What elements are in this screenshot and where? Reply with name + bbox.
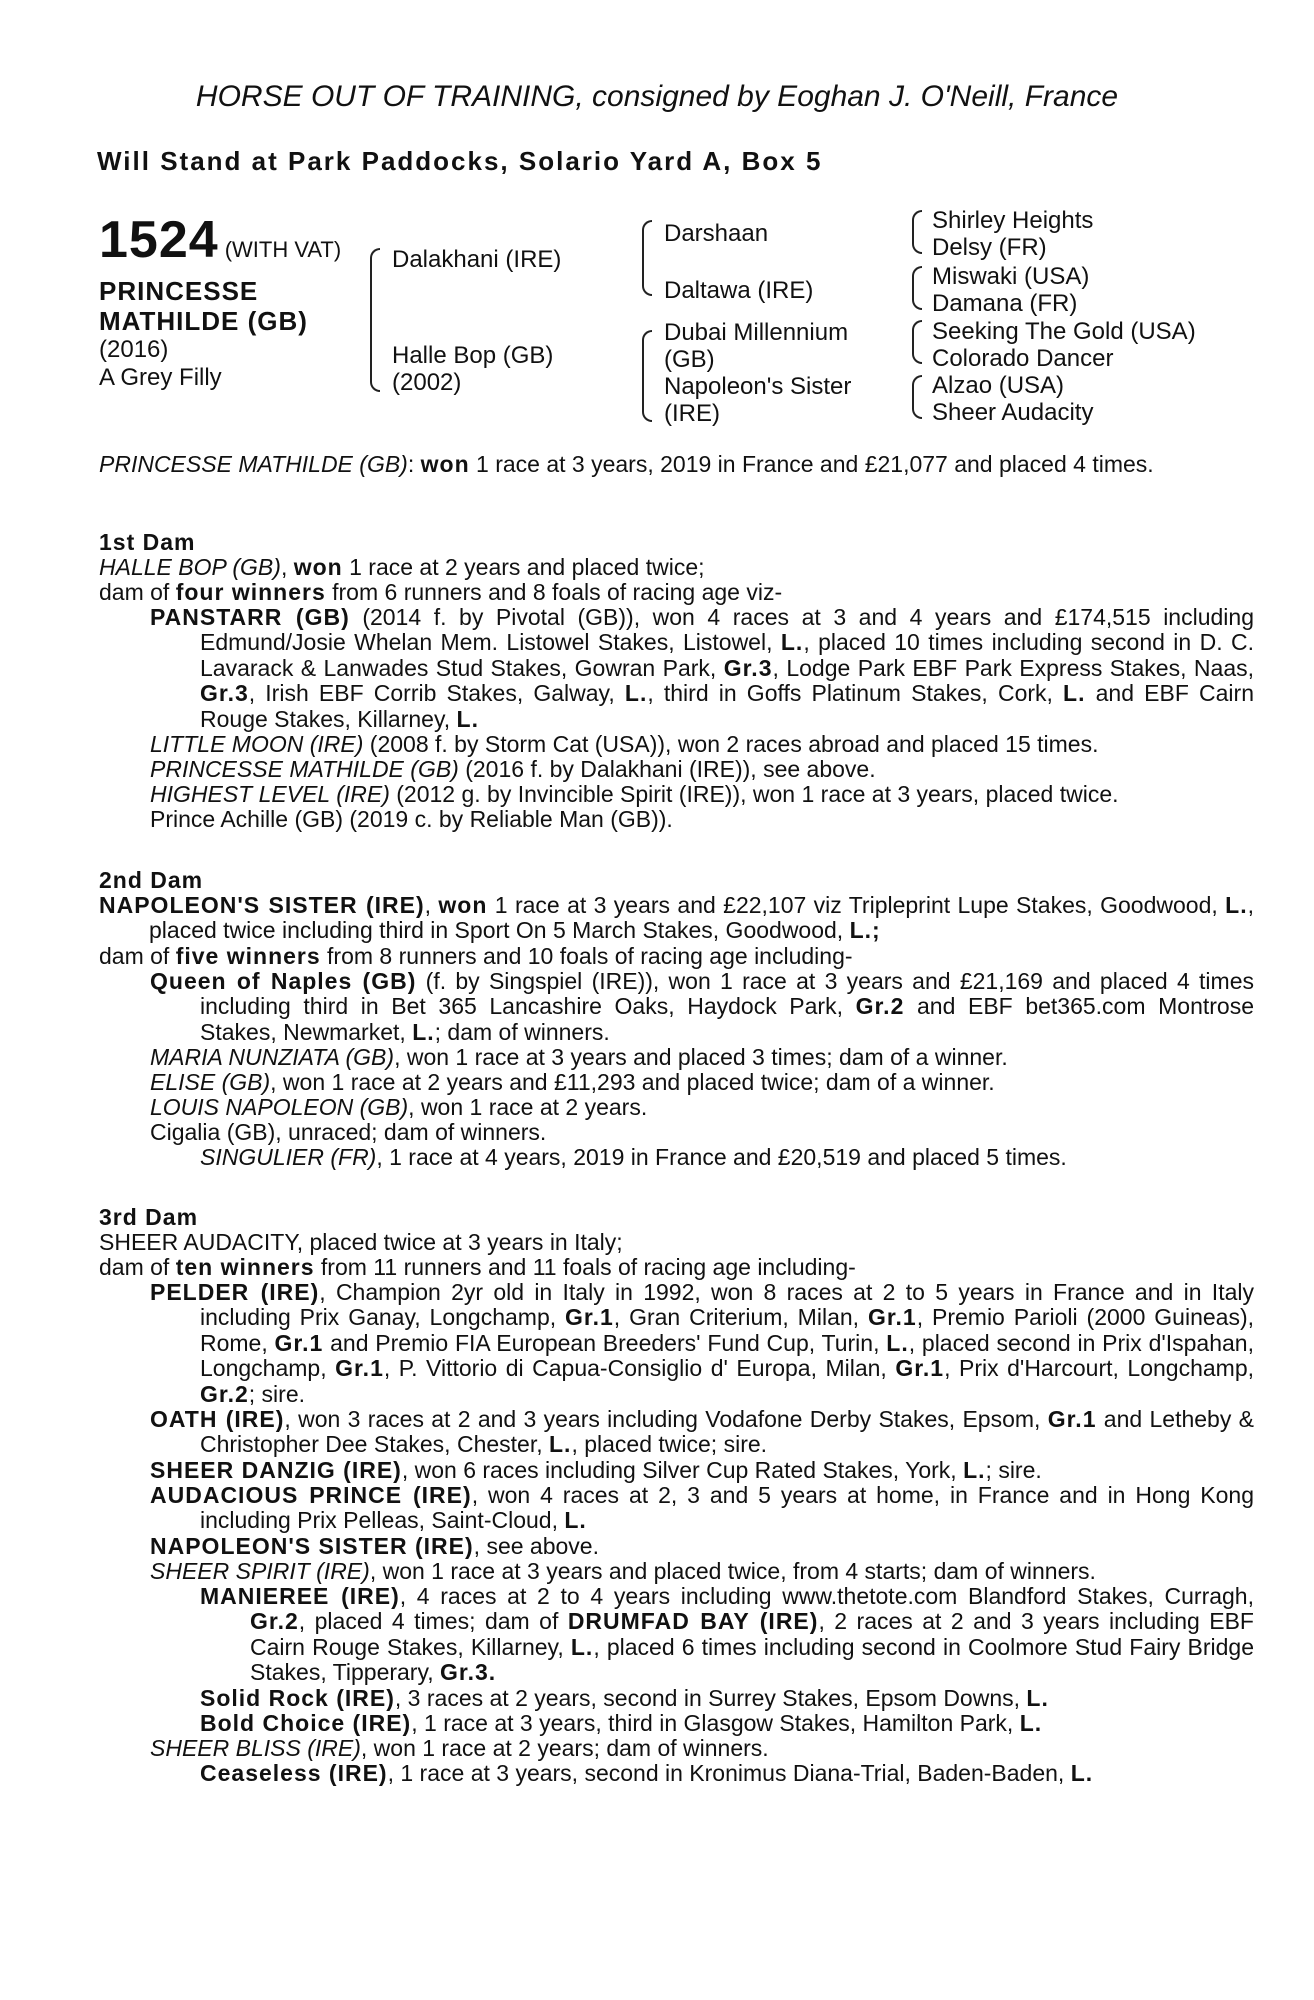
dam [392, 342, 553, 396]
grade-listed: L. [570, 1633, 594, 1660]
gg-brace-6 [912, 346, 922, 364]
dam-dam-line2: (IRE) [664, 400, 720, 427]
produce-princesse-mathilde [150, 757, 1204, 782]
produce-text: , 1 race at 4 years, 2019 in France and £20,519 and placed 5 times. [376, 1144, 1067, 1170]
produce-queen-of-naples [150, 969, 1254, 1045]
first-dam-line: HALLE BOP (GB), won 1 race at 2 years and placed twice; [99, 554, 705, 580]
dam-year: (2002) [392, 369, 462, 396]
grade-listed: L.; [849, 917, 881, 944]
produce-name: Bold Choice (IRE) [200, 1710, 412, 1736]
winners-count: four winners [175, 579, 326, 605]
sire-dam-brace [642, 272, 652, 296]
gg-brace-1 [912, 210, 922, 238]
grade-listed: L. [886, 1329, 909, 1356]
dam-sire-line1: Dubai Millennium [664, 319, 849, 346]
produce-text: , 2 races at 2 and 3 years including EBF Cairn Rouge Stakes, Killarney, [250, 1608, 1254, 1660]
produce-text: , Irish EBF Corrib Stakes, Galway, [248, 680, 625, 707]
produce-rest: from 6 runners and 8 foals of racing age viz- [325, 579, 783, 605]
sire-dam: Daltawa (IRE) [664, 277, 814, 304]
grade-gr1: Gr.1 [274, 1329, 324, 1356]
dam-brace [370, 340, 380, 392]
gg-brace-4 [912, 292, 922, 310]
dam-dam-brace [642, 384, 652, 422]
horse-name-line1: PRINCESSE [99, 276, 259, 306]
produce-sheer-spirit [150, 1559, 1204, 1584]
second-dam-won: won [438, 892, 488, 918]
produce-text: , won 1 race at 3 years and placed twice, from 4 starts; dam of winners. [369, 1558, 1096, 1584]
produce-audacious-prince [150, 1483, 1254, 1534]
produce-text: , won 1 race at 2 years; dam of winners. [360, 1735, 769, 1761]
ggs-6: Colorado Dancer [932, 345, 1114, 372]
sire-brace [370, 248, 380, 342]
grade-listed: L. [549, 1431, 572, 1458]
grade-listed: L. [1225, 892, 1248, 918]
grade-gr1: Gr.1 [1047, 1406, 1097, 1432]
summary-name: PRINCESSE MATHILDE (GB) [99, 451, 408, 477]
produce-bold-choice [200, 1711, 1204, 1736]
summary-won: won [420, 451, 470, 477]
second-dam-line: NAPOLEON'S SISTER (IRE), won 1 race at 3 years and £22,107 viz Tripleprint Lupe Stakes, Goodwood, L., placed twice including third in Sport On 5 March Stakes, Goodwood, L.; [99, 892, 1254, 944]
produce-text: (2012 g. by Invincible Spirit (IRE)), won 1 race at 3 years, placed twice. [389, 781, 1119, 807]
produce-elise [150, 1070, 1204, 1095]
produce-sheer-danzig [150, 1458, 1204, 1483]
summary-rest: 1 race at 3 years, 2019 in France and £21,077 and placed 4 times. [469, 451, 1154, 477]
produce-name: Queen of Naples (GB) [150, 968, 417, 994]
produce-text: (2008 f. by Storm Cat (USA)), won 2 races abroad and placed 15 times. [363, 731, 1099, 757]
produce-name: Ceaseless (IRE) [200, 1760, 388, 1786]
produce-text: , Lodge Park EBF Park Express Stakes, Naas, [772, 654, 1254, 681]
produce-text: (2014 f. by Pivotal (GB)), won 4 races at 3 and 4 years and £174,515 including Edmund/Josie Whelan Mem. Listowel Stakes, Listowel, [200, 604, 1254, 656]
first-dam-name: HALLE BOP (GB) [99, 554, 281, 580]
produce-name: SHEER BLISS (IRE) [150, 1735, 361, 1761]
produce-text: and EBF Cairn Rouge Stakes, Killarney, [200, 680, 1254, 732]
produce-cigalia: Cigalia (GB), unraced; dam of winners. [150, 1119, 547, 1145]
produce-text: ; dam of winners. [434, 1018, 610, 1045]
winners-count: five winners [175, 943, 321, 969]
lot-block [99, 211, 359, 392]
produce-prince-achille: Prince Achille (GB) (2019 c. by Reliable Man (GB)). [150, 806, 673, 832]
produce-name: AUDACIOUS PRINCE (IRE) [150, 1482, 472, 1508]
produce-name: ELISE (GB) [150, 1069, 271, 1095]
produce-maria-nunziata [150, 1045, 1204, 1070]
produce-name: MANIEREE (IRE) [200, 1583, 400, 1609]
produce-name: SHEER SPIRIT (IRE) [150, 1558, 370, 1584]
ggs-8: Sheer Audacity [932, 399, 1094, 426]
produce-text: , won 1 race at 2 years. [408, 1094, 648, 1120]
produce-text: , won 3 races at 2 and 3 years including Vodafone Derby Stakes, Epsom, [284, 1406, 1048, 1432]
produce-ceaseless [200, 1761, 1204, 1786]
grade-listed: L. [412, 1018, 435, 1045]
produce-name: NAPOLEON'S SISTER (IRE) [150, 1533, 474, 1559]
dam-sire-line2: (GB) [664, 346, 715, 373]
grade-listed: L. [1063, 680, 1086, 707]
lot-number: 1524 [99, 211, 219, 269]
produce-text: , won 1 race at 2 years and £11,293 and placed twice; dam of a winner. [270, 1069, 995, 1095]
produce-solid-rock [200, 1686, 1204, 1711]
grade-gr2: Gr.2 [250, 1608, 299, 1635]
sire-sire: Darshaan [664, 220, 769, 247]
produce-little-moon [150, 732, 1204, 757]
dam-name: Halle Bop (GB) [392, 342, 554, 369]
produce-prefix: dam of [99, 579, 176, 605]
produce-name: LOUIS NAPOLEON (GB) [150, 1094, 409, 1120]
produce-text: and Letheby & Christopher Dee Stakes, Chester, [200, 1406, 1254, 1458]
grade-gr1: Gr.1 [565, 1304, 614, 1331]
produce-name: SINGULIER (FR) [200, 1144, 377, 1170]
vat-note: (WITH VAT) [224, 237, 342, 262]
ggs-4: Damana (FR) [932, 290, 1078, 317]
produce-louis-napoleon [150, 1095, 1204, 1120]
dam-sire-brace [642, 330, 652, 386]
produce-text: and EBF bet365.com Montrose Stakes, Newmarket, [200, 993, 1254, 1045]
grade-listed: L. [1019, 1710, 1043, 1736]
produce-text: (2016 f. by Dalakhani (IRE)), see above. [458, 756, 876, 782]
produce-text: , third in Goffs Platinum Stakes, Cork, [647, 680, 1064, 707]
dam-dam [664, 373, 851, 427]
produce-name: HIGHEST LEVEL (IRE) [150, 781, 390, 807]
gg-brace-3 [912, 266, 922, 294]
third-dam-heading: 3rd Dam [99, 1204, 199, 1230]
produce-rest: from 8 runners and 10 foals of racing age including- [320, 943, 853, 969]
produce-text: , placed 10 times including second in D. C. Lavarack & Lanwades Stud Stakes, Gowran Park, [200, 629, 1254, 681]
lot-line [99, 211, 359, 269]
produce-singulier [200, 1145, 1204, 1170]
produce-name: MARIA NUNZIATA (GB) [150, 1044, 395, 1070]
produce-name: OATH (IRE) [150, 1406, 285, 1432]
dam-dam-line1: Napoleon's Sister [664, 373, 852, 400]
produce-panstarr [150, 605, 1254, 732]
produce-text: , Prix d'Harcourt, Longchamp, [944, 1355, 1255, 1382]
grade-gr2: Gr.2 [855, 993, 905, 1020]
ggs-3: Miswaki (USA) [932, 263, 1090, 290]
grade-listed: L. [1026, 1685, 1049, 1711]
produce-text: , Gran Criterium, Milan, [613, 1304, 868, 1331]
produce-text: , placed 4 times; dam of [298, 1608, 568, 1635]
first-dam-heading: 1st Dam [99, 529, 196, 555]
consignment-title: HORSE OUT OF TRAINING, consigned by Eoghan J. O'Neill, France [195, 80, 1119, 113]
gg-brace-2 [912, 236, 922, 254]
produce-oath [150, 1407, 1254, 1458]
grade-listed: L. [1070, 1760, 1094, 1786]
produce-text: and Premio FIA European Breeders' Fund Cup, Turin, [323, 1329, 887, 1356]
horse-name-line2: MATHILDE (GB) [99, 306, 308, 336]
produce-name: SHEER DANZIG (IRE) [150, 1457, 402, 1483]
grade-gr3: Gr.3. [440, 1659, 497, 1686]
horse-name [99, 276, 359, 336]
winners-count: ten winners [175, 1254, 315, 1280]
grade-listed: L. [963, 1457, 986, 1483]
second-dam-heading: 2nd Dam [99, 867, 204, 893]
ggs-2: Delsy (FR) [932, 234, 1047, 261]
produce-pelder [150, 1280, 1254, 1407]
produce-text: , 1 race at 3 years, third in Glasgow Stakes, Hamilton Park, [411, 1710, 1020, 1736]
produce-text: (f. by Singspiel (IRE)), won 1 race at 3 years and £21,169 and placed 4 times including third in Bet 365 Lancashire Oaks, Haydock Park, [200, 968, 1254, 1020]
ggs-5: Seeking The Gold (USA) [932, 318, 1196, 345]
produce-text: , see above. [473, 1533, 599, 1559]
grade-gr2: Gr.2 [200, 1380, 249, 1407]
produce-name: DRUMFAD BAY (IRE) [567, 1608, 819, 1635]
produce-text: , won 1 race at 3 years and placed 3 times; dam of a winner. [394, 1044, 1008, 1070]
grade-gr1: Gr.1 [895, 1355, 945, 1382]
foaling-year: (2016) [99, 336, 169, 363]
produce-text: ; sire. [985, 1457, 1042, 1483]
produce-name: LITTLE MOON (IRE) [150, 731, 364, 757]
gg-brace-5 [912, 320, 922, 348]
produce-name: Solid Rock (IRE) [200, 1685, 395, 1711]
produce-sheer-bliss [150, 1736, 1204, 1761]
grade-gr1: Gr.1 [867, 1304, 917, 1331]
produce-highest-level [150, 782, 1204, 807]
grade-listed: L. [780, 629, 804, 656]
produce-text: , won 4 races at 2, 3 and 5 years at home, in France and in Hong Kong including Prix Pelleas, Saint-Cloud, [200, 1482, 1254, 1534]
third-dam-produce-line [99, 1255, 1204, 1280]
produce-text: , won 6 races including Silver Cup Rated Stakes, York, [401, 1457, 964, 1483]
produce-text: , P. Vittorio di Capua-Consiglio d' Europa, Milan, [383, 1355, 896, 1382]
horse-description: A Grey Filly [99, 364, 222, 391]
gg-brace-8 [912, 401, 922, 419]
produce-manieree [200, 1584, 1254, 1686]
grade-listed: L. [624, 680, 648, 707]
grade-listed: L. [564, 1507, 587, 1534]
produce-text: , placed 6 times including second in Coolmore Stud Fairy Bridge Stakes, Tipperary, [250, 1633, 1254, 1686]
produce-text: , 1 race at 3 years, second in Kronimus Diana-Trial, Baden-Baden, [387, 1760, 1071, 1786]
dam-sire [664, 319, 848, 373]
produce-text: , placed second in Prix d'Ispahan, Longchamp, [200, 1329, 1254, 1382]
grade-gr1: Gr.1 [335, 1355, 384, 1382]
produce-name: PELDER (IRE) [150, 1279, 320, 1305]
race-summary: PRINCESSE MATHILDE (GB): won 1 race at 3 years, 2019 in France and £21,077 and placed 4 times. [99, 451, 1154, 477]
produce-text: , Premio Parioli (2000 Guineas), Rome, [200, 1304, 1254, 1356]
produce-napoleons-sister [150, 1534, 1204, 1559]
second-dam-text: 1 race at 3 years and £22,107 viz Tripleprint Lupe Stakes, Goodwood, [487, 892, 1226, 918]
third-dam-line: SHEER AUDACITY, placed twice at 3 years in Italy; [99, 1229, 623, 1255]
second-dam-produce-line [99, 944, 1204, 969]
produce-name: PANSTARR (GB) [150, 604, 350, 630]
first-dam-won: won [293, 554, 343, 580]
grade-gr3: Gr.3 [200, 680, 249, 707]
ggs-7: Alzao (USA) [932, 372, 1065, 399]
produce-text: , 3 races at 2 years, second in Surrey Stakes, Epsom Downs, [394, 1685, 1027, 1711]
grade-gr3: Gr.3 [723, 654, 773, 681]
stand-location: Will Stand at Park Paddocks, Solario Yard A, Box 5 [97, 146, 823, 176]
produce-prefix: dam of [99, 1254, 176, 1280]
grade-listed: L. [456, 705, 479, 732]
produce-text: ; sire. [248, 1380, 305, 1407]
produce-text: , placed twice; sire. [571, 1431, 768, 1458]
second-dam-name: NAPOLEON'S SISTER (IRE) [99, 892, 425, 918]
produce-name: PRINCESSE MATHILDE (GB) [150, 756, 459, 782]
sire: Dalakhani (IRE) [392, 246, 562, 273]
produce-text: , 4 races at 2 to 4 years including www.thetote.com Blandford Stakes, Curragh, [399, 1583, 1254, 1609]
produce-prefix: dam of [99, 943, 176, 969]
gg-brace-7 [912, 375, 922, 403]
first-dam-rest: 1 race at 2 years and placed twice; [342, 554, 705, 580]
sire-sire-brace [642, 220, 652, 274]
produce-text: , Champion 2yr old in Italy in 1992, won 8 races at 2 to 5 years in France and in Italy including Prix Ganay, Longchamp, [200, 1279, 1254, 1331]
ggs-1: Shirley Heights [932, 207, 1094, 234]
produce-rest: from 11 runners and 11 foals of racing age including- [314, 1254, 856, 1280]
second-dam-text: , placed twice including third in Sport On 5 March Stakes, Goodwood, [149, 892, 1254, 944]
first-dam-produce-line [99, 580, 1204, 605]
